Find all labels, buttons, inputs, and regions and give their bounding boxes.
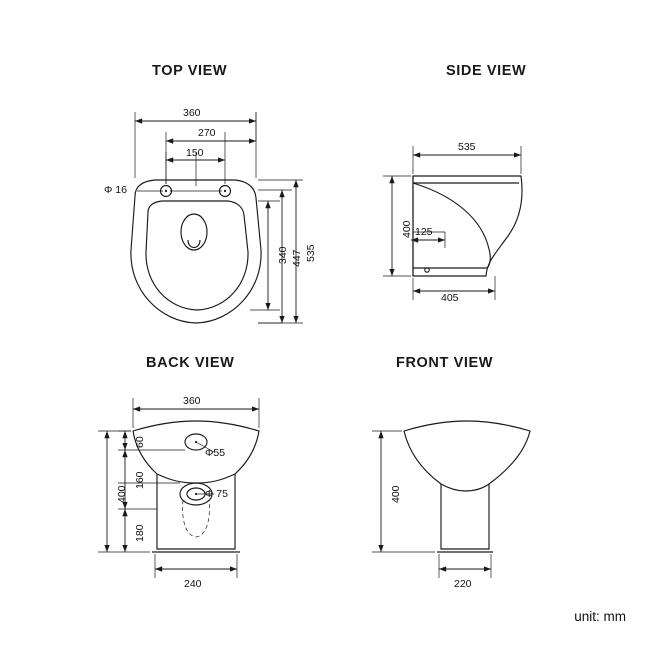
back-dim-upper-segment: 60 [134, 436, 146, 448]
unit-note: unit: mm [574, 609, 626, 624]
side-dim-length-top: 535 [458, 141, 476, 153]
side-dim-base-offset: 125 [415, 226, 433, 238]
back-dim-lower-segment: 180 [134, 524, 146, 542]
top-dim-length-overall: 535 [305, 244, 317, 262]
front-dim-height: 400 [390, 485, 402, 503]
side-dim-height: 400 [401, 220, 413, 238]
top-view-geometry [131, 112, 303, 323]
back-dim-base-width: 240 [184, 578, 202, 590]
top-dim-length-inner: 340 [277, 246, 289, 264]
front-dim-base-width: 220 [454, 578, 472, 590]
top-dim-hole-diameter: Φ 16 [104, 184, 127, 196]
side-view-title: SIDE VIEW [446, 63, 527, 79]
back-dim-width-overall: 360 [183, 395, 201, 407]
back-dim-large-hole: Φ 75 [205, 488, 228, 500]
top-dim-bolt-inner: 150 [186, 147, 204, 159]
back-dim-middle-segment: 160 [134, 471, 146, 489]
top-view-title: TOP VIEW [152, 63, 228, 79]
top-dim-bolt-outer: 270 [198, 127, 216, 139]
back-view-title: BACK VIEW [146, 355, 235, 371]
top-dim-width-overall: 360 [183, 107, 201, 119]
back-dim-small-hole: Φ55 [205, 447, 226, 459]
top-dim-length-bowl: 447 [291, 249, 303, 267]
back-dim-height: 400 [116, 485, 128, 503]
front-view-title: FRONT VIEW [396, 355, 494, 371]
side-dim-base-length: 405 [441, 292, 459, 304]
